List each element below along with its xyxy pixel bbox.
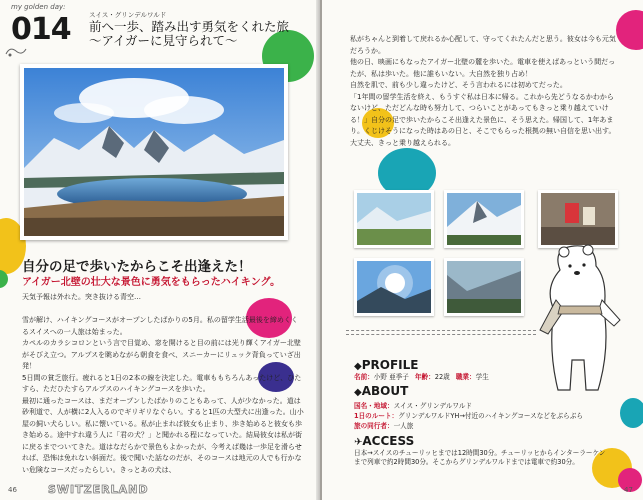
- right-page-number: 47: [624, 486, 633, 494]
- access-heading: ✈ACCESS: [354, 434, 415, 448]
- left-body-text: 天気予報は外れた。突き抜ける青空… 雪が解け、ハイキングコースがオープンしたばかりの5月。私の留学生活最後を締めくくるスイスへの一人旅は始まった。 カペルのカラシコロンという言で目覚め、窓を開けると目の前には光り輝くアイガー北壁がそびえ立つ。アルプスを眺めながら朝食を食べ、スニーカーにリュック背負っていざ出発！ 5日間の貧乏旅行。疲れると1日の2本の線を決定した。電車ももちろんあったけど、ひたすら、ただひたすらアルプスのハイキングコースを歩いた。 最初に通ったコースは、まだオープンしたばかりのこともあって、人が少なかった。道は砂利道で、人が横に2人入るのでギリギリなぐらい。すると1匹の大型犬に出逢った。山小屋の飼い犬らしい。私に懐いている。私が止まれば彼女も止まり、歩き始めると彼女も歩き始める。途中すれ違う人に「君の犬？」と聞かれる程になっていた。結局彼女は私が街に戻るまでついてきた。道はなだらかで景色もよかったが、今考えば幾は一歩足を滑らせれば、恐怖は免れない斜面だ。後で聞いた話なのだが、そのコースは地元の人でも行かない危険なコースだったらしい。きっとあの犬は、: [22, 293, 304, 474]
- headline: 自分の足で歩いたからこそ出逢えた！: [22, 259, 252, 275]
- section-divider: [346, 334, 536, 335]
- about-heading: ◆ABOUT: [354, 384, 409, 398]
- photo-thumbnail: [354, 258, 434, 316]
- info-icon: ◆: [354, 387, 362, 398]
- left-page: [0, 0, 320, 500]
- country-footer: SWITZERLAND: [48, 483, 149, 496]
- profile-row: 名前：小野 亜季子 年齢：22歳 職業：学生: [354, 373, 489, 381]
- photo-thumbnail: [354, 190, 434, 248]
- left-page-number: 46: [8, 486, 17, 494]
- issue-number: 014: [11, 12, 71, 47]
- alpine-lake-photo: [24, 68, 284, 236]
- access-text: 日本→スイスのチューリッヒまでは12時間30分。チューリッヒからインターラーケンまで列車で約2時間30分。そこからグリンデルワルドまでは電車で約30分。: [354, 449, 606, 466]
- photo-thumbnail: [444, 258, 524, 316]
- subheadline: アイガー北壁の壮大な景色に勇気をもらったハイキング。: [22, 277, 281, 288]
- right-body-text: 私がちゃんと到着して戻れるか心配して、守ってくれたんだと思う。彼女は今も元気だろうか。 他の日、映画にもなったアイガー北壁の麓を歩いた。電車を使えばあっという間だったが、私は歩いた。他に誰もいない。大自然を独り占め！ 自然を肌で、前も少し違ったけど、そう言われるには初めてだった。 「1年間の留学生活を終え、もうすぐ私は日本に帰る。これから先どうなるかわからないけど、ただどんな時も努力して、つらいことがあってもきっと乗り越えていける！」自分の足で歩いたからこそ出逢えた景色に、そう思えた。帰国して、1年あまり。くじけそうになった時はあの日と、そこでもらった根拠の無い自信を思い出す。大丈夫、きっと乗り越えられる。: [350, 35, 616, 147]
- about-place-row: 国名・地域：スイス・グリンデルワルド: [354, 402, 472, 410]
- about-companion-row: 旅の同行者：一人旅: [354, 422, 414, 430]
- person-icon: ◆: [354, 361, 362, 372]
- main-photo-frame: [20, 64, 288, 240]
- profile-heading: ◆PROFILE: [354, 358, 419, 372]
- about-route-row: 1日のルート：グリンデルワルドYH→付近のハイキングコースなどをぶらぶら: [354, 412, 583, 420]
- photo-thumbnail: [444, 190, 524, 248]
- polar-bear-illustration: [530, 240, 628, 410]
- location-label: スイス・グリンデルワルド: [89, 11, 167, 19]
- doodle-icon: [4, 44, 28, 58]
- magenta-paint-blob-right: [616, 10, 643, 50]
- series-label: my golden day:: [11, 3, 66, 11]
- section-divider: [346, 330, 536, 331]
- plane-icon: ✈: [354, 437, 363, 448]
- article-title: 前へ一歩、踏み出す勇気をくれた旅 〜アイガーに見守られて〜: [89, 19, 290, 48]
